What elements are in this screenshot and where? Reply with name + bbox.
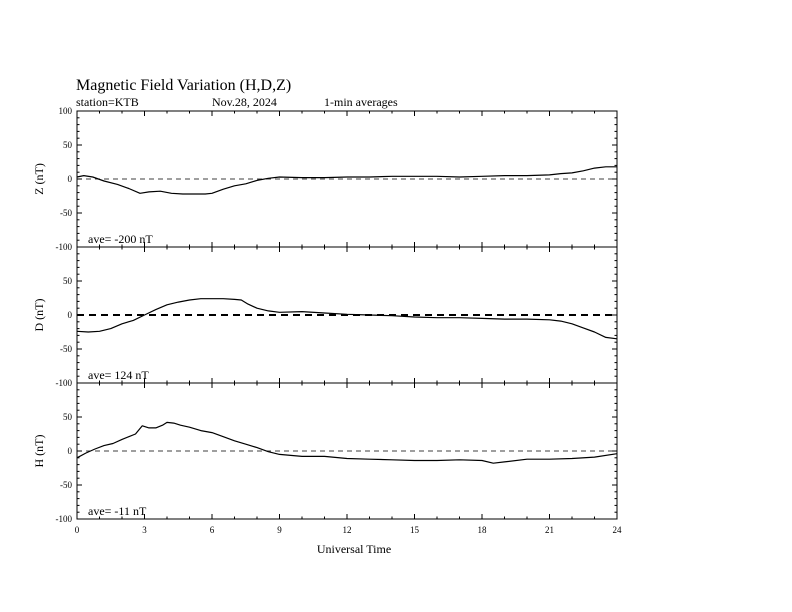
x-tick-label: 12 bbox=[342, 525, 352, 535]
x-tick-label: 6 bbox=[209, 525, 215, 535]
panel-z bbox=[32, 106, 617, 252]
panel-h bbox=[32, 383, 622, 535]
average-label-z: ave= -200 nT bbox=[88, 232, 153, 246]
x-tick-label: 3 bbox=[142, 525, 147, 535]
y-tick-label: 100 bbox=[58, 106, 72, 116]
y-tick-label: 0 bbox=[67, 310, 72, 320]
series-line-d bbox=[77, 299, 617, 339]
y-tick-label: -100 bbox=[55, 378, 72, 388]
x-tick-label: 21 bbox=[545, 525, 554, 535]
x-tick-label: 9 bbox=[277, 525, 282, 535]
averaging-label: 1-min averages bbox=[324, 95, 398, 109]
x-axis-label: Universal Time bbox=[316, 542, 392, 556]
y-tick-label: -100 bbox=[55, 514, 72, 524]
y-axis-label-d: D (nT) bbox=[32, 298, 46, 332]
y-tick-label: 0 bbox=[67, 174, 72, 184]
panel-d bbox=[32, 247, 617, 388]
y-axis-label-h: H (nT) bbox=[32, 434, 46, 468]
x-tick-label: 24 bbox=[612, 525, 622, 535]
average-label-h: ave= -11 nT bbox=[88, 504, 147, 518]
chart-title: Magnetic Field Variation (H,D,Z) bbox=[76, 77, 292, 94]
y-tick-label: 50 bbox=[63, 276, 72, 286]
station-label: station=KTB bbox=[76, 95, 139, 109]
y-tick-label: 50 bbox=[63, 140, 72, 150]
y-tick-label: -50 bbox=[60, 344, 72, 354]
y-tick-label: 0 bbox=[67, 446, 72, 456]
y-tick-label: -50 bbox=[60, 208, 72, 218]
x-tick-label: 18 bbox=[477, 525, 487, 535]
x-tick-label: 15 bbox=[410, 525, 419, 535]
y-tick-label: 50 bbox=[63, 412, 72, 422]
y-tick-label: -100 bbox=[55, 242, 72, 252]
y-tick-label: -50 bbox=[60, 480, 72, 490]
chart-panels bbox=[32, 106, 622, 535]
series-line-z bbox=[77, 167, 617, 194]
average-label-d: ave= 124 nT bbox=[88, 368, 149, 382]
series-line-h bbox=[77, 422, 617, 463]
date-label: Nov.28, 2024 bbox=[212, 95, 277, 109]
y-axis-label-z: Z (nT) bbox=[32, 163, 46, 195]
x-tick-label: 0 bbox=[74, 525, 80, 535]
